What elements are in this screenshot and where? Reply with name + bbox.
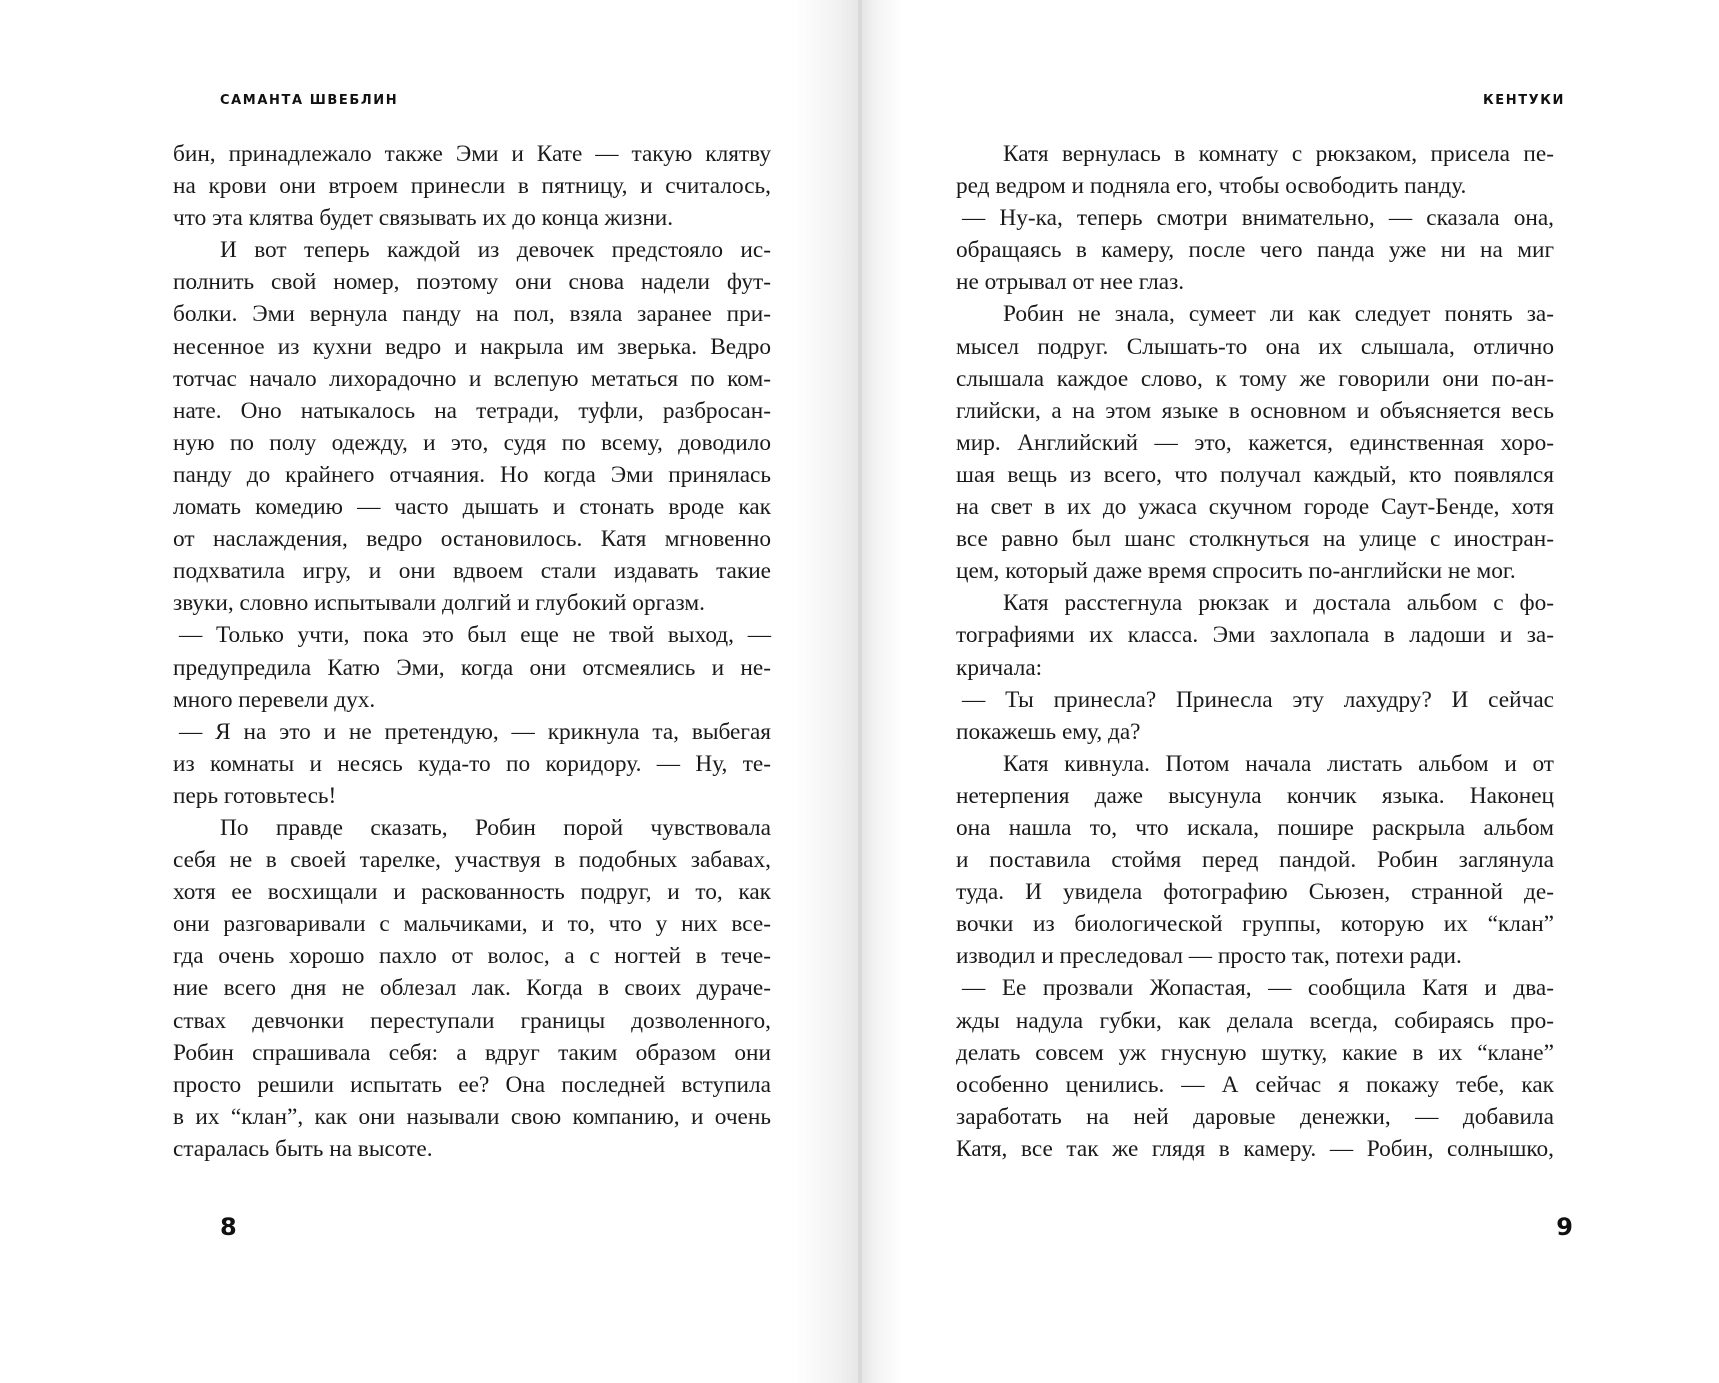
text-line: все равно был шанс столкнуться на улице с иностран- [956, 526, 1554, 553]
text-line: из комнаты и несясь куда-то по коридору. — Ну, те- [173, 750, 771, 777]
left-page-body-text [173, 138, 771, 1165]
text-line: гда очень хорошо пахло от волос, а с ногтей в тече- [173, 943, 771, 970]
text-line: в их “клан”, как они называли свою компанию, и очень [173, 1103, 771, 1130]
text-line: и поставила стоймя перед пандой. Робин заглянула [956, 847, 1554, 874]
running-head-author: САМАНТА ШВЕБЛИН [220, 93, 399, 108]
text-line: — Ну-ка, теперь смотри внимательно, — сказала она, [962, 205, 1554, 232]
text-line: цем, который даже время спросить по-английски не мог. [956, 558, 1516, 585]
text-line: слышала каждое слово, к тому же говорили они по-ан- [956, 365, 1554, 392]
text-line: — Только учти, пока это был еще не твой выход, — [179, 622, 771, 649]
text-line: тографиями их класса. Эми захлопала в ладоши и за- [956, 622, 1554, 649]
text-line: — Я на это и не претендую, — крикнула та, выбегая [179, 718, 771, 745]
text-line: Катя кивнула. Потом начала листать альбом и от [1003, 750, 1554, 777]
book-gutter [858, 0, 862, 1383]
text-line: на крови они втроем принесли в пятницу, и считалось, [173, 173, 771, 200]
text-line: ломать комедию — часто дышать и стонать вроде как [173, 494, 771, 521]
text-line: Катя, все так же глядя в камеру. — Робин, солнышко, [956, 1135, 1554, 1162]
text-line: что эта клятва будет связывать их до конца жизни. [173, 205, 674, 232]
text-line: туда. И увидела фотографию Сьюзен, странной де- [956, 879, 1554, 906]
text-line: не отрывал от нее глаз. [956, 269, 1185, 296]
text-line: бин, принадлежало также Эми и Кате — такую клятву [173, 141, 771, 167]
text-line: несенное из кухни ведро и накрыла им зверька. Ведро [173, 333, 771, 360]
text-line: тотчас начало лихорадочно и вслепую метаться по ком- [173, 365, 771, 392]
text-line: — Ты принесла? Принесла эту лахудру? И сейчас [962, 686, 1554, 713]
text-line: мир. Английский — это, кажется, единственная хоро- [956, 429, 1554, 456]
text-line: изводил и преследовал — просто так, потехи ради. [956, 943, 1462, 970]
text-line: По правде сказать, Робин порой чувствовала [220, 814, 771, 841]
text-line: предупредила Катю Эми, когда они отсмеялись и не- [173, 654, 771, 681]
text-line: панду до крайнего отчаяния. Но когда Эми принялась [173, 461, 771, 488]
text-line: нате. Оно натыкалось на тетради, туфли, разбросан- [173, 397, 771, 424]
text-line: ред ведром и подняла его, чтобы освободить панду. [956, 173, 1467, 200]
text-line: подхватила игру, и они вдвоем стали издавать такие [173, 558, 771, 585]
text-line: вочки из биологической группы, которую их “клан” [956, 911, 1554, 938]
text-line: Катя вернулась в комнату с рюкзаком, присела пе- [1003, 141, 1554, 167]
page-number-right: 9 [1556, 1213, 1573, 1241]
text-line: заработать на ней даровые денежки, — добавила [956, 1103, 1554, 1130]
right-page-body-text [956, 138, 1554, 1165]
text-line: она нашла то, что искала, пошире раскрыла альбом [956, 814, 1554, 841]
text-line: покажешь ему, да? [956, 718, 1141, 745]
text-line: ствах девчонки переступали границы дозволенного, [173, 1007, 771, 1034]
text-line: ную по полу одежду, и это, судя по всему, доводило [173, 429, 771, 456]
text-line: старалась быть на высоте. [173, 1135, 433, 1162]
text-line: — Ее прозвали Жопастая, — сообщила Катя и два- [962, 975, 1554, 1002]
text-line: звуки, словно испытывали долгий и глубокий оргазм. [173, 590, 705, 617]
text-line: хотя ее восхищали и раскованность подруг, и то, как [173, 879, 771, 906]
text-line: Робин не знала, сумеет ли как следует понять за- [1003, 301, 1554, 328]
running-head-title: КЕНТУКИ [1483, 93, 1565, 108]
text-line: шая вещь из всего, что получал каждый, кто появлялся [956, 461, 1554, 488]
text-line: перь готовьтесь! [173, 782, 337, 809]
text-line: полнить свой номер, поэтому они снова надели фут- [173, 269, 771, 296]
text-line: И вот теперь каждой из девочек предстояло ис- [220, 237, 771, 264]
text-line: особенно ценились. — А сейчас я покажу тебе, как [956, 1071, 1554, 1098]
text-line: много перевели дух. [173, 686, 376, 713]
text-line: Катя расстегнула рюкзак и достала альбом с фо- [1003, 590, 1554, 617]
text-line: болки. Эми вернула панду на пол, взяла заранее при- [173, 301, 771, 328]
text-line: они разговаривали с мальчиками, и то, что у них все- [173, 911, 771, 938]
text-line: Робин спрашивала себя: а вдруг таким образом они [173, 1039, 771, 1066]
text-line: глийски, а на этом языке в основном и объясняется весь [956, 397, 1554, 424]
text-line: кричала: [956, 654, 1043, 681]
text-line: нетерпения даже высунула кончик языка. Наконец [956, 782, 1554, 809]
text-line: от наслаждения, ведро остановилось. Катя мгновенно [173, 526, 771, 553]
text-line: жды надула губки, как делала всегда, собираясь про- [956, 1007, 1554, 1034]
text-line: на свет в их до ужаса скучном городе Саут-Бенде, хотя [956, 494, 1554, 521]
text-line: делать совсем уж гнусную шутку, какие в их “клане” [956, 1039, 1554, 1066]
text-line: обращаясь в камеру, после чего панда уже ни на миг [956, 237, 1554, 264]
text-line: себя не в своей тарелке, участвуя в подобных забавах, [173, 847, 771, 874]
page-number-left: 8 [220, 1213, 237, 1241]
text-line: мысел подруг. Слышать-то она их слышала, отлично [956, 333, 1554, 360]
text-line: ние всего дня не облезал лак. Когда в своих дурачe- [173, 975, 771, 1002]
right-page [860, 0, 1719, 1383]
text-line: просто решили испытать ее? Она последней вступила [173, 1071, 771, 1098]
